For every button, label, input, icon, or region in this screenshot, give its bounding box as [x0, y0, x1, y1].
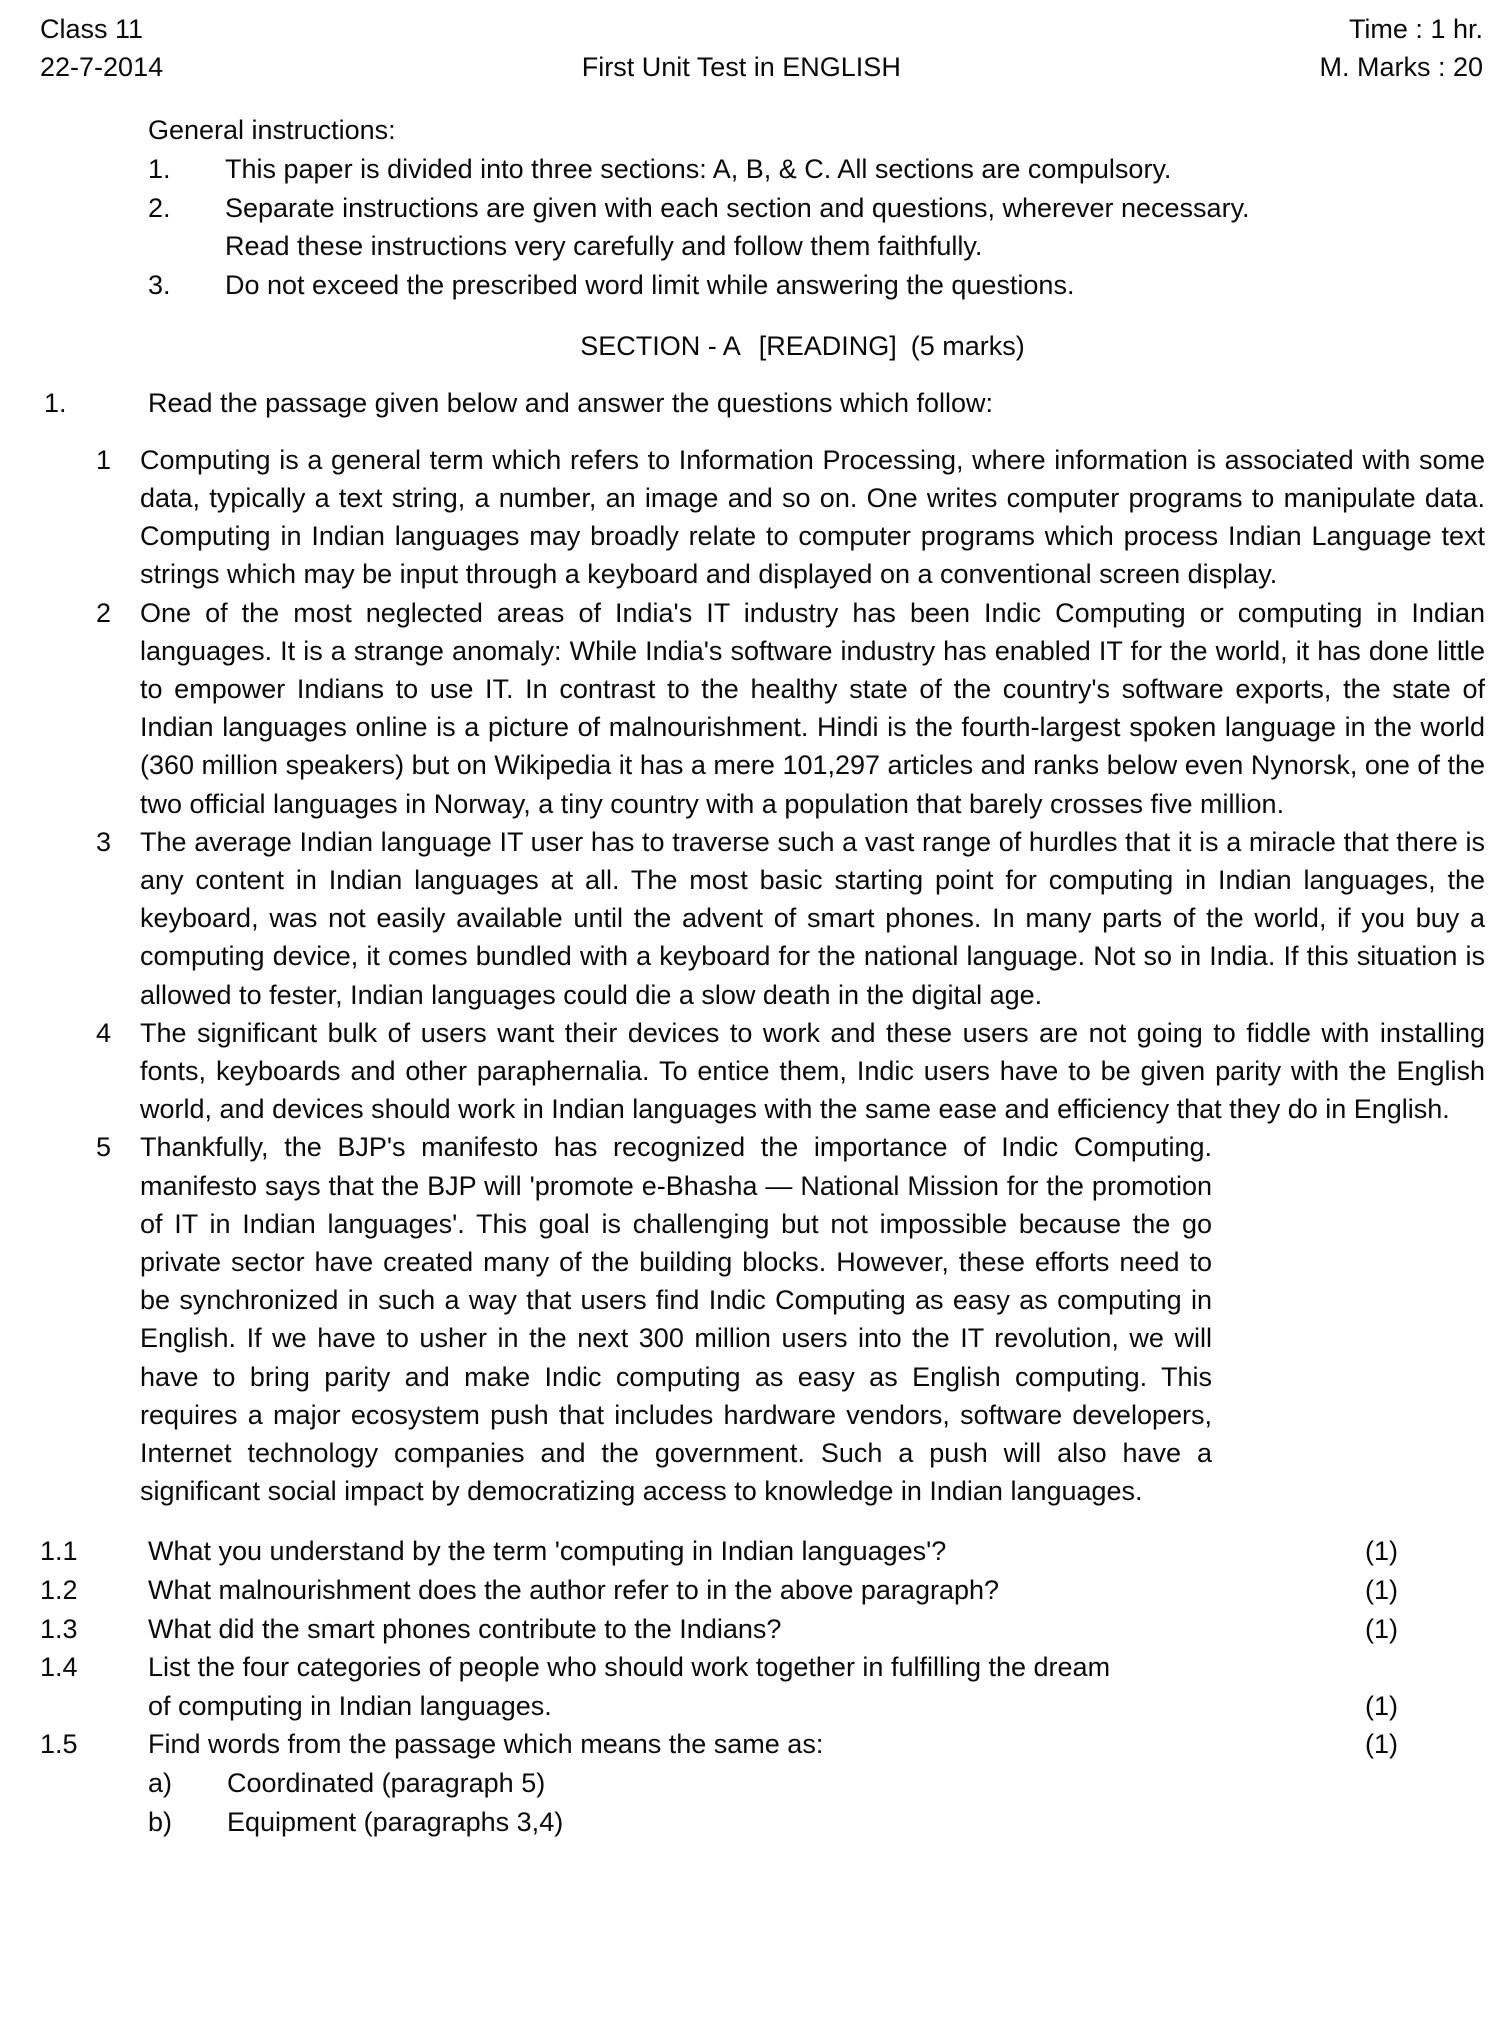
- sub-question: [40, 1610, 1483, 1649]
- option-text: Coordinated (paragraph 5): [227, 1768, 546, 1799]
- section-heading: [0, 331, 1505, 362]
- general-instructions: [0, 111, 1505, 305]
- sub-question-number: 1.1: [40, 1536, 78, 1567]
- question-1-instruction: Read the passage given below and answer the questions which follow:: [148, 387, 994, 418]
- passage-paragraph: [96, 594, 1485, 823]
- general-instructions-title: General instructions:: [148, 114, 396, 145]
- time-label: Time : 1 hr.: [1348, 14, 1483, 44]
- sub-question-text: What malnourishment does the author refer to in the above paragraph?: [148, 1575, 1000, 1605]
- sub-question-option: [40, 1803, 1483, 1842]
- sub-question-marks: (1): [1365, 1729, 1398, 1760]
- question-1-lead: [0, 388, 1505, 419]
- passage-paragraph: [96, 1014, 1485, 1129]
- section-label: SECTION - A: [580, 330, 741, 361]
- sub-question-marks: (1): [1365, 1690, 1398, 1721]
- paragraph-text: One of the most neglected areas of India's IT industry has been Indic Computing or computing in Indian languages. It is a strange anomaly: While India's software industry has enabled IT for the world, it has done little to empower Indians to use IT. In contrast to the healthy state of the country's software exports, the state of Indian languages online is a picture of malnourishment. Hindi is the fourth-largest spoken language in the world (360 million speakers) but on Wikipedia it has a mere 101,297 articles and ranks below even Nynorsk, one of the two official languages in Norway, a tiny country with a population that barely crosses five million.: [140, 597, 1485, 819]
- sub-question-continuation-row: [40, 1687, 1483, 1726]
- sub-questions: [0, 1532, 1505, 1841]
- sub-question-text: Find words from the passage which means the same as:: [148, 1729, 824, 1760]
- passage-paragraph: [96, 441, 1485, 594]
- sub-question: [40, 1648, 1483, 1687]
- class-label: Class 11: [40, 14, 144, 44]
- sub-question-number: 1.4: [40, 1652, 78, 1683]
- option-letter: a): [148, 1768, 173, 1799]
- instruction-item: [148, 266, 1505, 305]
- sub-question-marks: (1): [1365, 1613, 1398, 1644]
- reading-passage: [0, 441, 1505, 1511]
- instruction-item: [148, 150, 1505, 189]
- paragraph-number: 5: [96, 1132, 112, 1163]
- passage-paragraph: [96, 823, 1485, 1014]
- sub-question-text: What you understand by the term 'computing in Indian languages'?: [148, 1536, 947, 1567]
- sub-question-marks: (1): [1365, 1536, 1398, 1567]
- document-header: [0, 0, 1505, 87]
- paragraph-number: 2: [96, 597, 112, 628]
- sub-question: [40, 1725, 1483, 1764]
- sub-question-number: 1.2: [40, 1575, 78, 1605]
- date-label: 22-7-2014: [40, 52, 164, 83]
- paper-title: First Unit Test in ENGLISH: [581, 52, 901, 83]
- instruction-number: 2.: [148, 192, 171, 223]
- max-marks-label: M. Marks : 20: [1319, 52, 1483, 83]
- sub-question-text: What did the smart phones contribute to the Indians?: [148, 1613, 782, 1644]
- paragraph-number: 4: [96, 1017, 112, 1048]
- instruction-number: 3.: [148, 270, 171, 301]
- paragraph-number: 3: [96, 826, 112, 857]
- option-letter: b): [148, 1806, 173, 1837]
- paragraph-text: The significant bulk of users want their devices to work and these users are not going to fiddle with installing fonts, keyboards and other paraphernalia. To entice them, Indic users have to be given parity with the English world, and devices should work in Indian languages with the same ease and efficiency that they do in English.: [140, 1017, 1485, 1125]
- paragraph-text: The average Indian language IT user has to traverse such a vast range of hurdles that it is a miracle that there is any content in Indian languages at all. The most basic starting point for computing in Indian languages, the keyboard, was not easily available until the advent of smart phones. In many parts of the world, if you buy a computing device, it comes bundled with a keyboard for the national language. Not so in India. If this situation is allowed to fester, Indian languages could die a slow death in the digital age.: [140, 826, 1485, 1010]
- passage-paragraph: [96, 1128, 1485, 1510]
- instruction-item: [148, 189, 1505, 228]
- sub-question: [40, 1571, 1483, 1610]
- paragraph-number: 1: [96, 444, 112, 475]
- sub-question-number: 1.5: [40, 1729, 78, 1760]
- header-row-top: [40, 10, 1483, 48]
- sub-question-continuation: of computing in Indian languages.: [148, 1690, 552, 1721]
- sub-question-option: [40, 1764, 1483, 1803]
- instruction-continuation: Read these instructions very carefully and follow them faithfully.: [225, 231, 983, 262]
- sub-question: [40, 1532, 1483, 1571]
- instruction-text: This paper is divided into three sections: A, B, & C. All sections are compulsory.: [225, 154, 1172, 185]
- instruction-text: Separate instructions are given with each section and questions, wherever necessary.: [225, 192, 1250, 223]
- section-marks: (5 marks): [910, 330, 1025, 361]
- paragraph-text: Thankfully, the BJP's manifesto has recognized the importance of Indic Computing. manifesto says that the BJP will 'promote e-Bhasha — National Mission for the promotion of IT in Indian languages'. This goal is challenging but not impossible because the go private sector have created many of the building blocks. However, these efforts need to be synchronized in such a way that users find Indic Computing as easy as computing in English. If we have to usher in the next 300 million users into the IT revolution, we will have to bring parity and make Indic computing as easy as English computing. This requires a major ecosystem push that includes hardware vendors, software developers, Internet technology companies and the government. Such a push will also have a significant social impact by democratizing access to knowledge in Indian languages.: [140, 1132, 1212, 1507]
- option-text: Equipment (paragraphs 3,4): [227, 1806, 564, 1837]
- sub-question-marks: (1): [1365, 1575, 1398, 1605]
- paragraph-text: Computing is a general term which refers to Information Processing, where information is associated with some data, typically a text string, a number, an image and so on. One writes computer programs to manipulate data. Computing in Indian languages may broadly relate to computer programs which process Indian Language text strings which may be input through a keyboard and displayed on a conventional screen display.: [140, 444, 1485, 590]
- instruction-number: 1.: [148, 154, 171, 185]
- header-row-bottom: [40, 48, 1483, 86]
- instruction-text: Do not exceed the prescribed word limit while answering the questions.: [225, 270, 1075, 301]
- question-1-number: 1.: [44, 387, 67, 418]
- section-name: [READING]: [758, 330, 897, 361]
- sub-question-number: 1.3: [40, 1613, 78, 1644]
- sub-question-text: List the four categories of people who should work together in fulfilling the dream: [148, 1652, 1111, 1683]
